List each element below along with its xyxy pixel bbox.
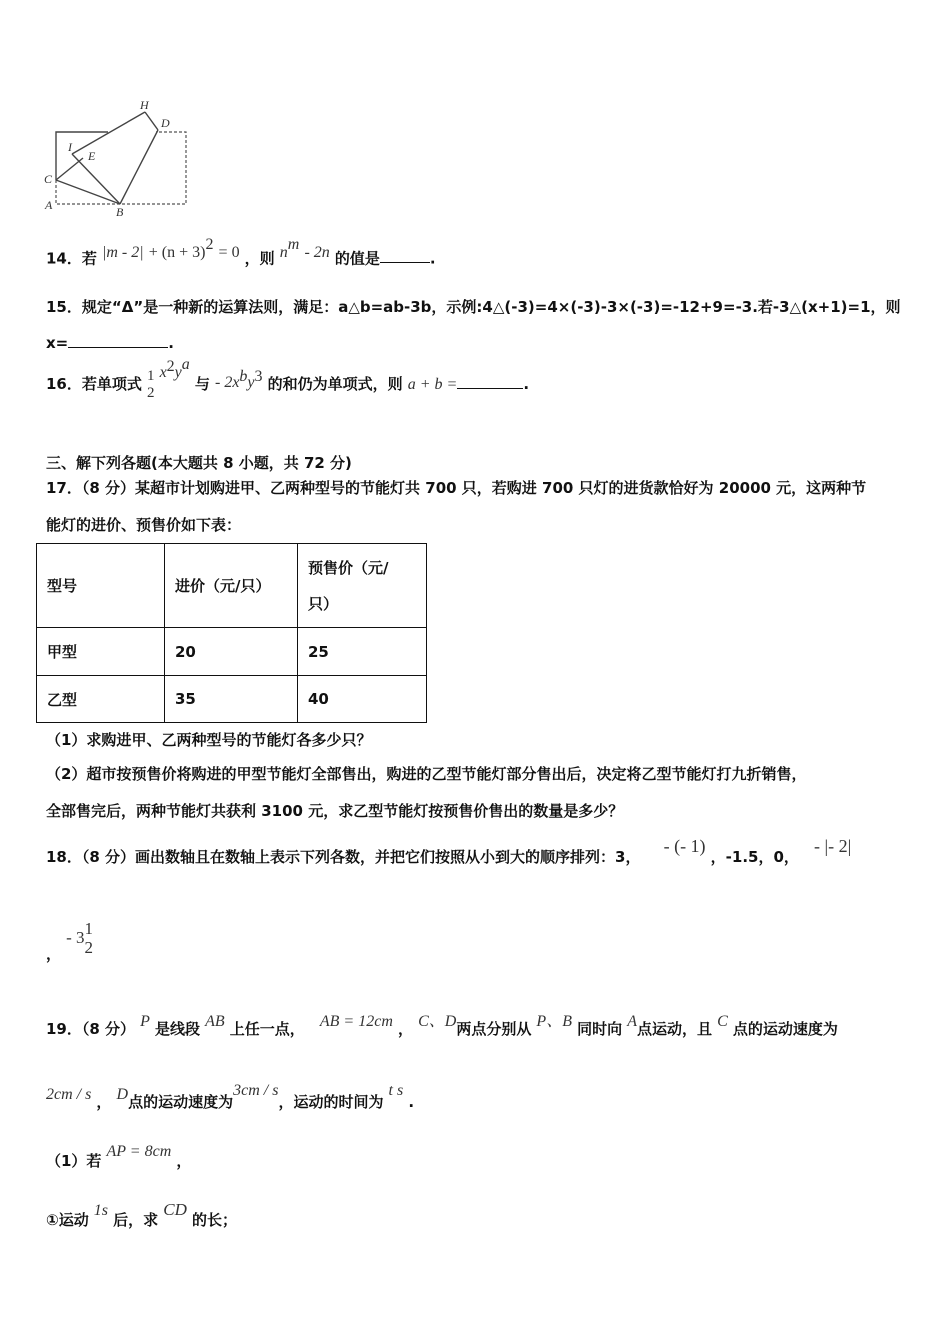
table-cell: 40 [298,676,427,723]
q18-mixed-num: 1 [84,919,94,938]
q19-t2: 上任一点， [229,1020,305,1038]
table-header-cell: 进价（元/只） [165,544,298,628]
q18-mixed-whole: - 3 [66,928,85,948]
q15-x-label: x= [46,334,69,352]
price-table [36,543,427,723]
q19-AB: AB [205,1013,225,1030]
q15-end: . [168,334,174,352]
q19-speed-d: 3cm / s [233,1082,279,1099]
q14-mid: ，则 [244,249,275,268]
q19-sub1-end: ， [176,1152,192,1170]
q18-expr1: - (- 1) [663,836,706,856]
table-header-cell [298,544,427,628]
q19-t5: 同时向 [577,1020,623,1038]
q19-circle1-mid: 后，求 [113,1211,159,1229]
table-cell: 20 [165,628,298,676]
q16-mono2-yexp: 3 [254,367,263,385]
q16-mono2-y: y [247,374,255,391]
question-17-sub2-line1: （2）超市按预售价将购进的甲型节能灯全部售出，购进的乙型节能灯部分售出后，决定将乙型节能灯打九折销售， [46,765,807,783]
label-A: A [45,198,53,212]
question-19-sub1 [46,1143,192,1171]
table-row [37,676,427,723]
q16-fraction [147,368,155,401]
question-17-line1: 17．（8 分）某超市计划购进甲、乙两种型号的节能灯共 700 只，若购进 700 只灯的进货款恰好为 20000 元，这两种节 [46,479,867,497]
q15-answer-blank[interactable] [68,333,168,348]
label-B: B [116,205,124,219]
question-17-line2: 能灯的进价、预售价如下表： [46,516,242,534]
q19-t11: . [408,1093,415,1111]
question-19-circle1 [46,1200,237,1230]
q19-AB-eq: AB = 12cm [319,1013,393,1030]
q19-circle1-CD: CD [163,1200,187,1219]
section-3-title: 三、解下列各题(本大题共 8 小题，共 72 分) [46,454,352,472]
table-row [37,628,427,676]
q16-mono1-yexp: a [181,355,190,373]
q16-with: 与 [194,375,210,393]
table-cell: 甲型 [37,628,165,676]
segment-HD [145,112,158,130]
q18-mixed-fraction [85,920,94,957]
q19-P: P [140,1013,150,1030]
dashed-rectangle [56,132,186,204]
table-header-line: 预售价（元/ [308,558,389,577]
table-cell: 25 [298,628,427,676]
q19-t9: 点的运动速度为 [128,1093,234,1111]
segment-IH [72,112,145,154]
q19-circle1-end: 的长； [191,1211,237,1229]
label-C: C [44,172,53,186]
question-17-sub1: （1）求购进甲、乙两种型号的节能灯各多少只？ [46,731,372,749]
table-cell: 35 [165,676,298,723]
q19-t3: ， [397,1020,413,1038]
question-19-line2 [46,1082,415,1112]
q18-expr2: - |- 2| [814,836,852,856]
q16-expr: a + b = [407,376,458,393]
q16-answer-blank[interactable] [457,374,523,389]
q19-circle1-time: 1s [93,1202,109,1219]
q18-sep1: ，-1.5，0， [710,848,799,866]
q14-answer-blank[interactable] [380,248,430,263]
q19-t1: 是线段 [155,1020,201,1038]
q19-t10: ，运动的时间为 [278,1093,384,1111]
q14-abs-expr: |m - 2| [101,244,144,262]
q19-circle1-prefix: ①运动 [46,1211,89,1229]
question-17-sub2-line2: 全部售完后，两种节能灯共获利 3100 元，求乙型节能灯按预售价售出的数量是多少？ [46,802,624,820]
q19-t8: ， [96,1093,112,1111]
q14-plus-expr: + (n + 3) [148,244,206,262]
q14-prefix: 14．若 [46,249,97,268]
q14-end: . [429,249,436,268]
table-header-row [37,544,427,628]
q16-tail: 的和仍为单项式，则 [267,375,403,393]
label-H: H [140,98,149,112]
label-E: E [88,149,96,163]
q19-PB-pair: P、B [536,1013,572,1030]
q16-mono1-x: x [159,364,167,381]
q19-C: C [717,1013,728,1030]
q19-speed-c: 2cm / s [46,1086,92,1103]
q14-tail: 的值是 [334,249,380,268]
q16-mono1-y: y [174,364,182,381]
q19-CD-pair: C、D [418,1013,457,1030]
segment-CB [56,180,120,204]
q19-ts: t s [388,1082,404,1099]
q14-m-exp: m [287,236,300,253]
q19-sub1-expr: AP = 8cm [106,1143,172,1160]
q16-mono2-x: - 2x [214,374,240,391]
q16-mono2-xexp: b [239,367,248,385]
q16-prefix: 16．若单项式 [46,375,142,393]
q18-text: 18．（8 分）画出数轴且在数轴上表示下列各数，并把它们按照从小到大的顺序排列：3， [46,848,641,866]
q19-t4: 两点分别从 [456,1020,532,1038]
question-15-line2 [46,333,174,352]
label-D: D [161,116,170,130]
q14-n: n [279,244,288,262]
q16-frac-num: 1 [146,368,155,384]
table-cell: 乙型 [37,676,165,723]
segment-IB [72,154,120,204]
q16-mono1-xexp: 2 [166,357,175,375]
segment-DB [120,130,158,204]
question-18-line2 [46,919,94,964]
q19-sub1-prefix: （1）若 [46,1152,102,1170]
q19-A: A [627,1013,637,1030]
geometry-figure [38,96,198,221]
q14-rest: - 2n [304,244,330,262]
q19-D: D [116,1086,129,1103]
q18-line2-prefix: ， [46,945,62,964]
label-I: I [68,140,72,154]
question-14 [46,236,436,268]
table-header-cell: 型号 [37,544,165,628]
q14-equals: = 0 [218,244,240,262]
q18-mixed-den: 2 [84,937,94,957]
q14-square: 2 [205,236,214,253]
q19-t6: 点运动，且 [636,1020,712,1038]
q16-end: . [523,375,530,393]
question-18-line1 [46,836,852,867]
table-header-line: 只） [308,594,339,613]
question-16 [46,355,530,401]
q19-t7: 点的运动速度为 [732,1020,838,1038]
q19-prefix: 19．（8 分） [46,1020,136,1038]
question-15-line1: 15．规定“Δ”是一种新的运算法则，满足：a△b=ab-3b，示例:4△(-3)=4×(-3)-3×(-3)=-12+9=-3.若-3△(x+1)=1，则 [46,298,901,316]
question-19-line1 [46,1013,838,1039]
q16-frac-den: 2 [146,384,155,401]
